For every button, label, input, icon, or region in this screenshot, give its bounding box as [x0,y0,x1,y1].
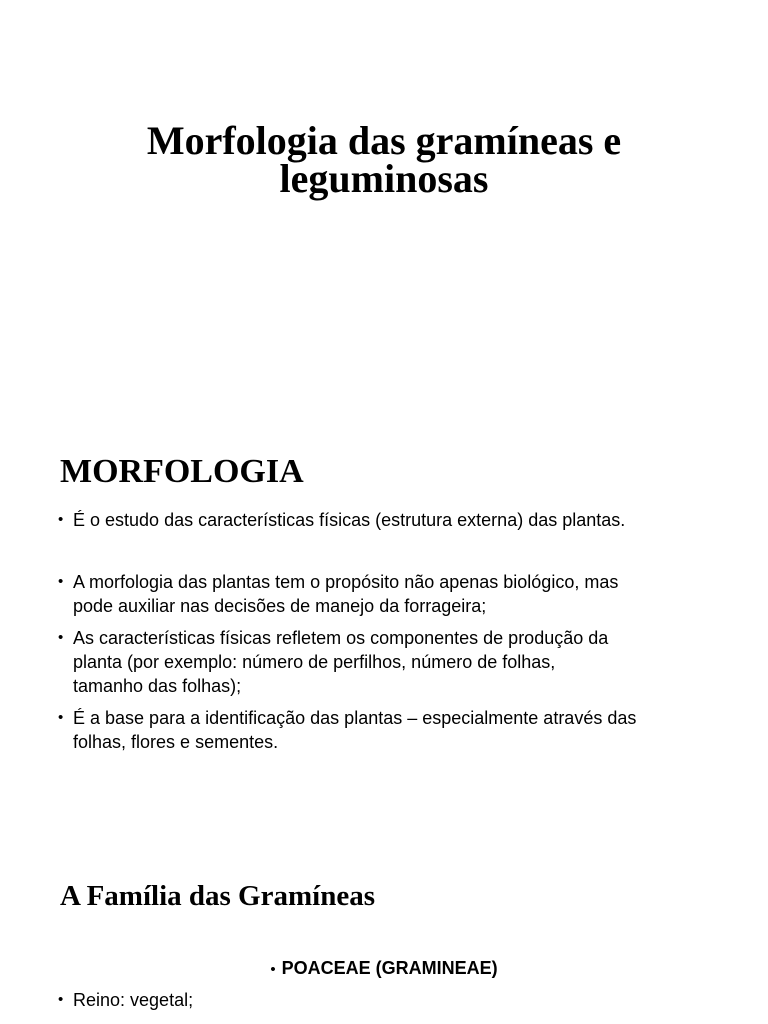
bullet-text [73,988,723,1012]
bullet-icon: • [58,573,64,590]
bullet-icon: • [58,511,64,528]
bullet-icon: • [58,629,64,646]
bullet-line: folhas, flores e sementes. [73,732,279,752]
bullet-icon: • [270,961,276,978]
centered-bullet-poaceae [0,956,768,982]
section-heading-familia: A Família das Gramíneas [60,880,375,912]
bullet-line: planta (por exemplo: número de perfilhos, número de folhas, [73,652,556,672]
bullet-text [73,508,723,532]
bullet-line: pode auxiliar nas decisões de manejo da forrageira; [73,596,487,616]
bullet-line: É o estudo das características físicas (estrutura externa) das plantas. [73,510,626,530]
bullet-icon: • [58,709,64,726]
centered-bullet-text: POACEAE (GRAMINEAE) [281,958,498,978]
bullet-text [73,626,723,698]
bullet-line: tamanho das folhas); [73,676,242,696]
bullet-text [73,570,723,618]
bullet-line: Reino: vegetal; [73,990,194,1010]
bullet-line: A morfologia das plantas tem o propósito não apenas biológico, mas [73,572,619,592]
section-heading-morfologia: MORFOLOGIA [60,453,304,490]
slide-title-line-2: leguminosas [279,156,489,201]
bullet-icon: • [58,991,64,1008]
bullet-line: As características físicas refletem os componentes de produção da [73,628,609,648]
bullet-text [73,706,723,754]
bullet-line: É a base para a identificação das plantas – especialmente através das [73,708,637,728]
slide-title [0,118,768,201]
slide-title-line-1: Morfologia das gramíneas e [146,118,622,163]
